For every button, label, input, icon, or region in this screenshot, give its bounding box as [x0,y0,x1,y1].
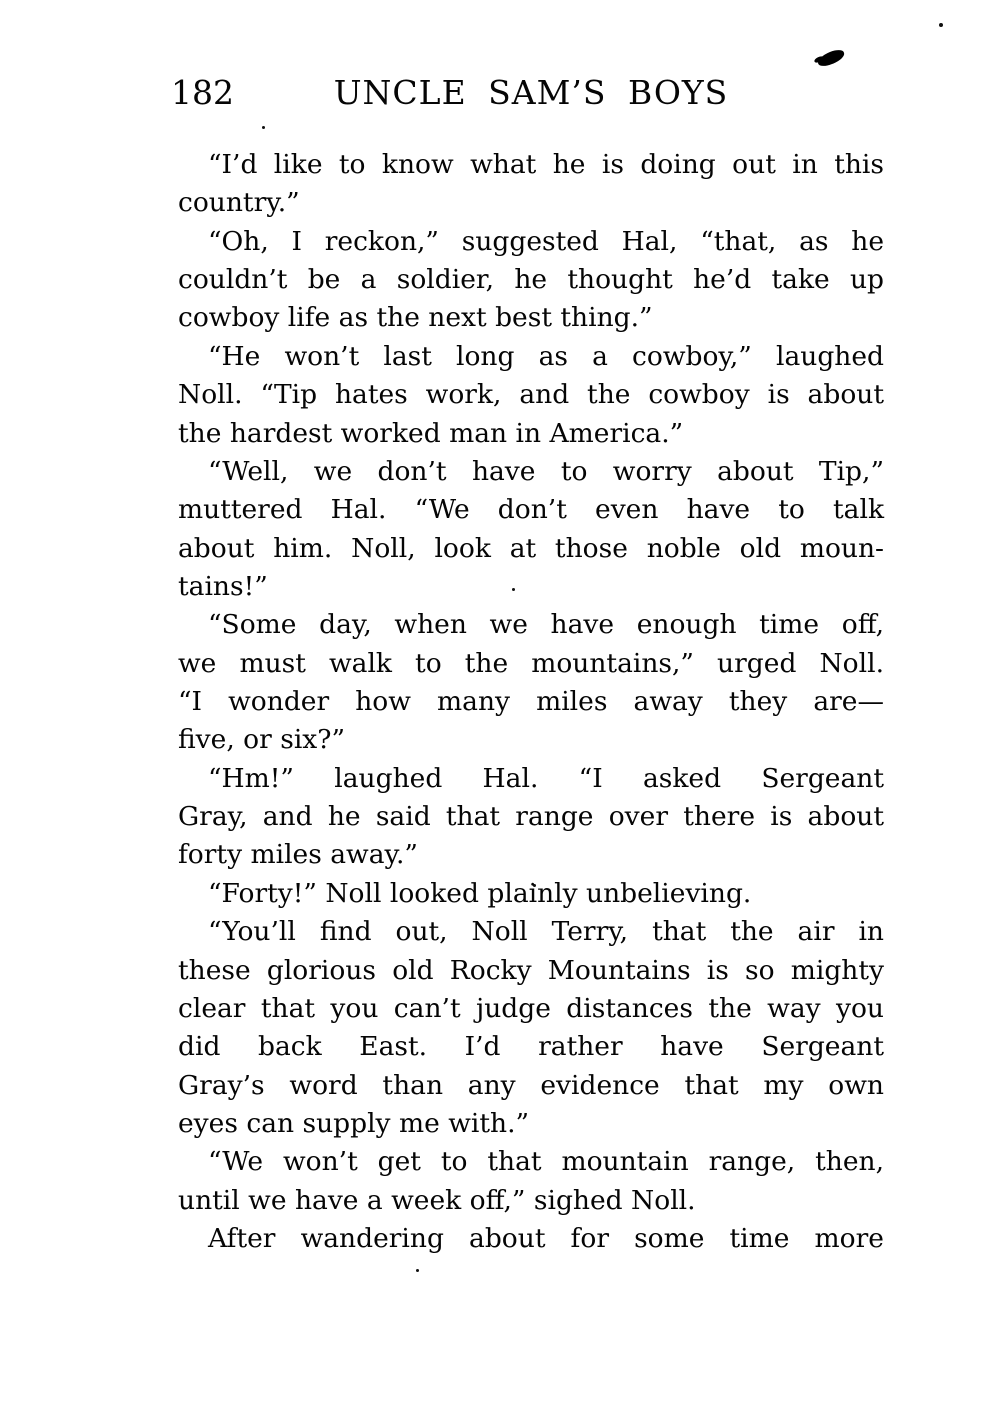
text-line: the hardest worked man in America.” [178,417,684,449]
scan-speck [416,1269,419,1272]
text-line: cowboy life as the next best thing.” [178,302,653,334]
text-line: clear that you can’t judge distances the way you [178,992,884,1024]
text-line: “He won’t last long as a cowboy,” laughed [208,340,884,372]
paragraph [178,913,884,1143]
paragraph [178,875,884,913]
text-line: Gray, and he said that range over there is about [178,801,884,833]
running-title: UNCLE SAM’S BOYS [333,73,729,112]
text-line: “Hm!” laughed Hal. “I asked Sergeant [208,762,884,794]
text-line: “I’d like to know what he is doing out in this [208,149,884,180]
text-line: “I wonder how many miles away they are— [178,686,884,718]
paragraph [178,146,884,223]
paragraph [178,760,884,875]
text-line: Gray’s word than any evidence that my own [178,1069,884,1101]
text-line: about him. Noll, look at those noble old moun- [178,532,884,564]
text-line: After wandering about for some time more [208,1223,884,1255]
text-line: these glorious old Rocky Mountains is so mighty [178,954,884,986]
page-number: 182 [171,73,234,112]
text-line: tains!” [178,570,268,602]
paragraph [178,606,884,759]
text-line: forty miles away.” [178,839,418,871]
text-line: country.” [178,187,300,219]
text-line: “Forty!” Noll looked plainly unbelieving. [208,877,752,909]
text-line: “You’ll find out, Noll Terry, that the air in [208,916,884,948]
text-line: “Oh, I reckon,” suggested Hal, “that, as he [208,225,884,257]
text-line: “Well, we don’t have to worry about Tip,” [208,455,884,487]
text-line: muttered Hal. “We don’t even have to talk [178,494,884,526]
paragraph [178,1220,884,1258]
text-line: until we have a week off,” sighed Noll. [178,1184,696,1216]
body-text [178,146,884,1258]
scan-speck [262,126,265,129]
paragraph [178,1143,884,1220]
text-line: “We won’t get to that mountain range, then, [208,1146,884,1178]
scan-speck [939,23,943,27]
text-line: five, or six?” [178,724,345,756]
paragraph [178,223,884,338]
paragraph [178,338,884,453]
paragraph [178,453,884,606]
text-line: “Some day, when we have enough time off, [208,609,884,641]
text-line: did back East. I’d rather have Sergeant [178,1031,884,1063]
text-line: couldn’t be a soldier, he thought he’d take up [178,264,884,296]
text-line: eyes can supply me with.” [178,1107,530,1139]
text-line: we must walk to the mountains,” urged Noll. [178,647,884,679]
text-line: Noll. “Tip hates work, and the cowboy is about [178,379,884,411]
